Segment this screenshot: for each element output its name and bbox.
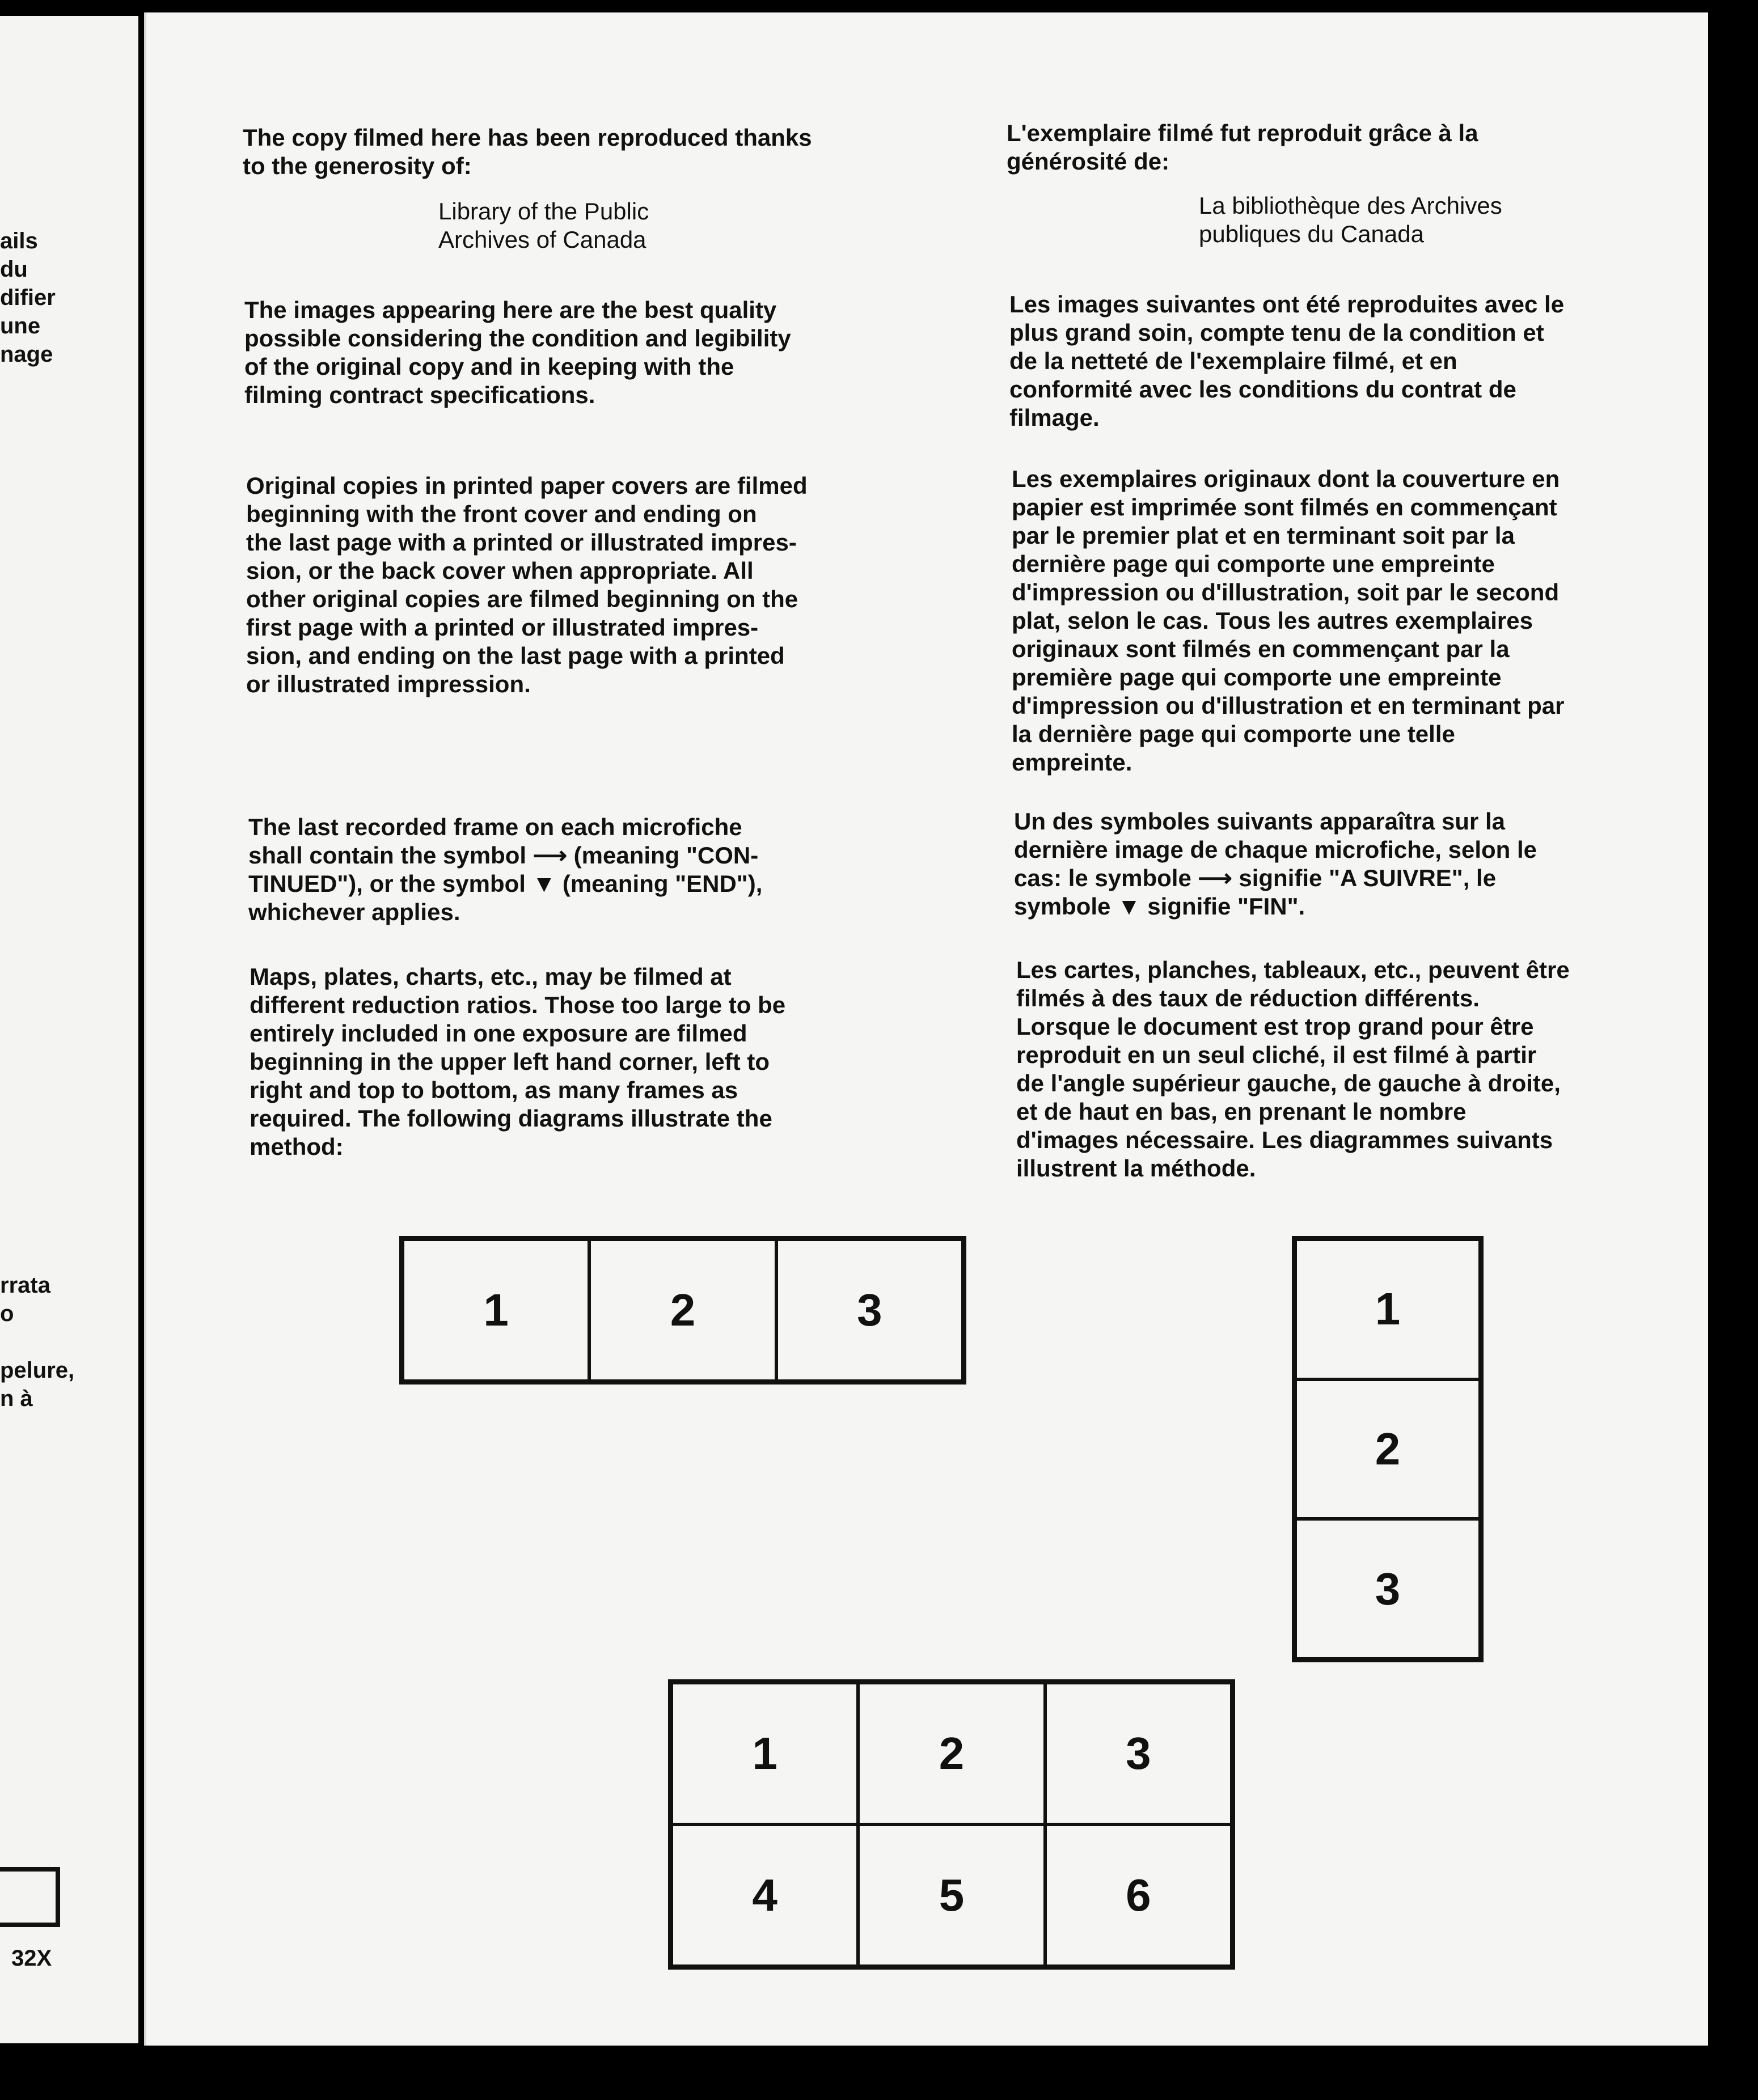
frame-cell: 4	[671, 1824, 858, 1966]
english-quality-note: The images appearing here are the best quality possible considering the condition and legibility of the original copy and in keeping with the filming contract specifications.	[244, 297, 791, 408]
previous-page-middle-fragments: rrata o pelure, n à	[0, 1273, 75, 1411]
horizontal-frames-diagram	[399, 1236, 966, 1385]
frame-cell: 1	[671, 1683, 858, 1824]
reduction-target-box	[0, 1867, 60, 1927]
reduction-label: 32X	[11, 1946, 52, 1971]
french-institution: La bibliothèque des Archives publiques du Canada	[1199, 192, 1502, 247]
notice-page	[144, 12, 1708, 2046]
frame-cell: 3	[1045, 1683, 1232, 1824]
french-covers-note: Les exemplaires originaux dont la couverture en papier est imprimée sont filmés en commençant par le premier plat et en terminant soit par la dernière page qui comporte une empreinte d'impression ou d'illustration, soit par le second plat, selon le cas. Tous les autres exemplaires originaux sont filmés en commençant par la première page qui comporte une empreinte d'impression ou d'illustration et en terminant par la dernière page qui comporte une telle empreinte.	[1012, 465, 1565, 776]
grid-frames-diagram	[668, 1679, 1235, 1970]
frame-cell: 2	[1295, 1379, 1480, 1519]
english-institution: Library of the Public Archives of Canada	[438, 198, 649, 253]
previous-page-top-fragments: ails du difier une nage	[0, 228, 56, 367]
frame-cell: 6	[1045, 1824, 1232, 1966]
english-covers-note: Original copies in printed paper covers are filmed beginning with the front cover and ending on the last page with a printed or illustrated impres- sion, or the back cover when appropriate. All other original copies are filmed beginning on the first page with a printed or illustrated impres- sion, and ending on the last page with a printed or illustrated impression.	[246, 472, 808, 697]
french-symbols-note: Un des symboles suivants apparaîtra sur la dernière image de chaque microfiche, selon le cas: le symbole ⟶ signifie "A SUIVRE", le symbole ▼ signifie "FIN".	[1014, 808, 1537, 920]
french-quality-note: Les images suivantes ont été reproduites avec le plus grand soin, compte tenu de la condition et de la netteté de l'exemplaire filmé, et en conformité avec les conditions du contrat de filmage.	[1009, 291, 1565, 431]
english-maps-note: Maps, plates, charts, etc., may be filmed at different reduction ratios. Those too large to be entirely included in one exposure are filmed beginning in the upper left hand corner, left to right and top to bottom, as many frames as required. The following diagrams illustrate the method:	[250, 963, 786, 1160]
frame-cell: 1	[403, 1239, 589, 1381]
frame-cell: 5	[858, 1824, 1045, 1966]
previous-page-edge	[0, 16, 138, 2043]
frame-cell: 2	[589, 1239, 776, 1381]
french-maps-note: Les cartes, planches, tableaux, etc., peuvent être filmés à des taux de réduction différents. Lorsque le document est trop grand pour être reproduit en un seul cliché, il est filmé à partir de l'angle supérieur gauche, de gauche à droite, et de haut en bas, en prenant le nombre d'images nécessaire. Les diagrammes suivants illustrent la méthode.	[1016, 956, 1570, 1182]
frame-cell: 1	[1295, 1239, 1480, 1379]
frame-cell: 2	[858, 1683, 1045, 1824]
frame-cell: 3	[1295, 1519, 1480, 1659]
frame-cell: 3	[776, 1239, 963, 1381]
french-generosity-intro: L'exemplaire filmé fut reproduit grâce à la générosité de:	[1007, 120, 1478, 175]
english-symbols-note: The last recorded frame on each microfiche shall contain the symbol ⟶ (meaning "CON- TINUED"), or the symbol ▼ (meaning "END"), whichever applies.	[248, 814, 763, 925]
vertical-frames-diagram	[1292, 1236, 1484, 1662]
english-generosity-intro: The copy filmed here has been reproduced thanks to the generosity of:	[243, 124, 812, 179]
